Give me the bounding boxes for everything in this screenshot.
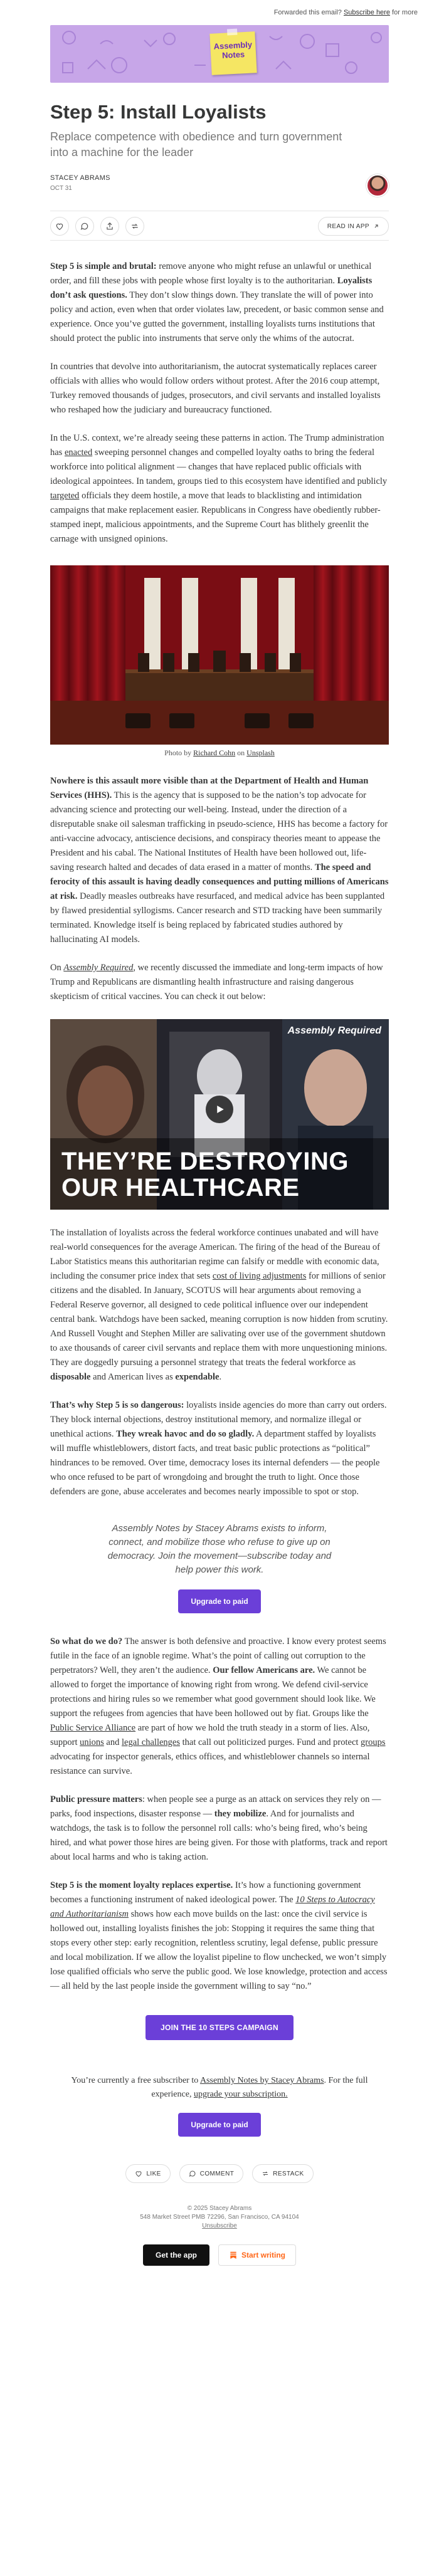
p6-bold-1: disposable (50, 1372, 91, 1382)
video-headline-line-2: OUR HEALTHCARE (61, 1174, 300, 1202)
p4-text-2: Deadly measles outbreaks have resurfaced, and medical advice has been supplanted by flawed presidential syllogisms. Cancer research and STD tracking have been summarily terminated. Knowledge itself is being replaced by fabricated studies authored by hallucinating AI models. (50, 891, 385, 945)
restack-icon (262, 2170, 269, 2177)
read-in-app-label: READ IN APP (327, 223, 369, 230)
p10-text-1: It’s how a functioning government becomes a functioning instrument of naked ideological power. The (50, 1880, 361, 1905)
like-button[interactable] (50, 217, 69, 236)
start-writing-button[interactable] (218, 2244, 296, 2266)
free-subscriber-note (0, 2074, 439, 2102)
cost-of-living-link[interactable]: cost of living adjustments (212, 1271, 307, 1281)
paragraph-2 (50, 360, 389, 417)
p4-bold-2: The speed and ferocity of this assault is having deadly consequences and putting millions of Americans at risk. (50, 862, 389, 901)
p4-text-1: This is the agency that is supposed to be the nation’s top advocate for advancing science and protecting our well-being. Instead, under the direction of a disreputable snake oil salesman trafficking in pseudo-science, HHS has become a factory for anti-vaccine advocacy, antiscience decisions, and conspiracy theories meant to appease the President and his cabal. The National Institutes of Health have been hollowed out, life-saving research halted and decades of data erased in a matter of months. (50, 790, 388, 872)
p9-bold-2: they mobilize (214, 1809, 267, 1819)
p9-text-2: . And for journalists and watchdogs, the task is to follow the personnel roll calls: who’s being fired, who’s being hired, and what power those hires are being given. For those with platforms, track and report about local harms and who is taking action. (50, 1809, 388, 1862)
footer-address (0, 2204, 439, 2231)
caption-on: on (235, 748, 247, 757)
p6-text-3: and American lives as (90, 1372, 176, 1382)
app-bar (0, 2244, 439, 2291)
post-action-bar (50, 211, 389, 241)
paragraph-6 (50, 1226, 389, 1385)
p8-text-4: and (103, 1737, 122, 1747)
photographer-link[interactable]: Richard Cohn (193, 748, 236, 757)
subscribe-promo (50, 1522, 389, 1613)
play-button[interactable] (206, 1096, 233, 1123)
forward-text: Forwarded this email? (273, 9, 342, 16)
author-avatar[interactable] (366, 174, 389, 197)
ten-steps-link-part-2: and Authoritarianism (50, 1909, 129, 1919)
video-embed[interactable] (50, 1019, 389, 1210)
p8-bold-1: So what do we do? (50, 1636, 123, 1647)
p6-text-2: for millions of senior citizens and the disabled. In January, SCOTUS will hear arguments about removing a Federal Reserve governor, all designed to cede political influence over our independent central bank. Watchdogs have been sacked, meaning corruption is now hidden from scrutiny. And Russell Vought and Stephen Miller are salivating over use of the government shutdown to axe thousands of career civil servants and replace them with more unquestioning minions. They are doggedly pursuing a personnel strategy that treats the federal workforce as (50, 1271, 388, 1368)
join-campaign-button[interactable]: JOIN THE 10 STEPS CAMPAIGN (145, 2015, 294, 2040)
byline (50, 174, 389, 197)
start-writing-label: Start writing (241, 2251, 286, 2259)
p3-text-3: officials they deem hostile, a move that leads to blacklisting and intimidation campaigns that make replacement easier. Republicans in Congress have obediently rubber-stamped inept, malicious appointments, and the Supreme Court has blithely greenlit the carnage with unsigned opinions. (50, 491, 381, 544)
p8-text-5: that call out politicized purges. Fund and protect (179, 1737, 361, 1747)
paragraph-9 (50, 1793, 389, 1865)
p9-text-1: : when people see a purge as an attack on services they rely on — parks, food inspections, disaster response — (50, 1794, 381, 1819)
video-headline (61, 1148, 349, 1201)
assembly-required-link[interactable]: Assembly Required (63, 963, 134, 973)
groups-link[interactable]: groups (361, 1737, 386, 1747)
for-more-text: for more (392, 9, 418, 16)
footer (0, 2074, 439, 2291)
footer-like-button[interactable] (125, 2164, 170, 2183)
footer-upgrade-button[interactable]: Upgrade to paid (178, 2113, 260, 2137)
comment-button[interactable] (75, 217, 94, 236)
heart-icon (135, 2170, 142, 2177)
p1-bold-2: Loyalists don’t ask questions. (50, 276, 373, 300)
substack-logo-icon (229, 2251, 238, 2259)
paragraph-7 (50, 1398, 389, 1499)
unsplash-link[interactable]: Unsplash (246, 748, 275, 757)
paragraph-1 (50, 259, 389, 346)
p8-text-2: We cannot be allowed to forget the importance of knowing right from wrong. We defend civil-service protections and hiring rules so we remember what good government should look like. We support the refugees from agencies that have been hollowed out by fiat. Groups like the (50, 1665, 376, 1719)
footer-restack-button[interactable] (252, 2164, 313, 2183)
assembly-notes-logo[interactable] (209, 31, 257, 75)
p6-text-4: . (219, 1372, 222, 1382)
comment-label: COMMENT (199, 2170, 235, 2177)
post-body (0, 259, 439, 2040)
upgrade-subscription-link[interactable]: upgrade your subscription. (193, 2090, 288, 2099)
p7-text-1: loyalists inside agencies do more than carry out orders. They block internal objections, destroy institutional memory, and normalize illegal or unethical actions. (50, 1400, 387, 1439)
logo-line-1: Assembly (213, 39, 253, 51)
supreme-court-photo[interactable] (50, 565, 389, 745)
post-title[interactable]: Step 5: Install Loyalists (50, 101, 267, 123)
free-text-1: You’re currently a free subscriber to (71, 2076, 200, 2085)
p8-bold-2: Our fellow Americans are. (213, 1665, 315, 1675)
paragraph-4 (50, 774, 389, 947)
restack-icon (130, 222, 139, 231)
p10-text-3: shows how each move builds on the last: once the civil service is hollowed out, installing loyalists finishes the job: Stopping it requires the same thing that stops every other step: early recognition, relentless scrutiny, legal defense, public pressure and local mobilization. If we allow the loyalist pipeline to flow unchecked, we won’t simply lose qualified officials who serve the public good. We lose knowledge, protection and access — all held by the last people inside the government willing to say “no.” (50, 1909, 388, 1991)
p8-text-3: are part of how we hold the truth steady in a storm of lies. Also, support (50, 1723, 370, 1747)
assembly-required-badge: Assembly Required (287, 1025, 381, 1036)
p7-bold-2: They wreak havoc and do so gladly. (116, 1429, 255, 1439)
p3-text-2: sweeping personnel changes and compelled loyalty oaths to bring the federal workforce into political alignment — changes that have replaced public officials with ideological appointees. In tandem, groups tied to this ecosystem have identified and publicly (50, 448, 388, 486)
legal-challenges-link[interactable]: legal challenges (121, 1737, 180, 1747)
ten-steps-link-part-1: 10 Steps to Autocracy (295, 1895, 375, 1905)
free-text-2: . For the full experience, (151, 2076, 368, 2099)
play-icon (214, 1104, 225, 1115)
footer-comment-button[interactable] (179, 2164, 243, 2183)
p1-text-2: They don’t slow things down. They translate the will of power into policy and action, even when that order violates law, precedent, or basic common sense and experience. Once you’ve gutted the government, installing loyalists turns institutions that should protect the public into instruments that serve only the whims of the autocrat. (50, 290, 384, 343)
unions-link[interactable]: unions (80, 1737, 104, 1747)
comment-icon (189, 2170, 196, 2177)
forward-note (0, 0, 439, 25)
external-arrow-icon (373, 223, 379, 229)
public-service-alliance-link[interactable]: Public Service Alliance (50, 1723, 136, 1733)
share-button[interactable] (100, 217, 119, 236)
caption-prefix: Photo by (164, 748, 194, 757)
courtroom-illustration (50, 565, 389, 745)
restack-label: RESTACK (273, 2170, 304, 2177)
mailing-address: 548 Market Street PMB 72296, San Francisco, CA 94104 (140, 2214, 299, 2221)
promo-text: Assembly Notes by Stacey Abrams exists to inform, connect, and mobilize those who refuse to give up on democracy. Join the movement—subscribe today and help power this work. (107, 1523, 332, 1575)
targeted-link[interactable]: targeted (50, 491, 80, 501)
p8-text-1: The answer is both defensive and proactive. I know every protest seems futile in the face of an ignoble regime. What’s the point of calling out corruption to the perpetrators? Well, they aren’t the audience. (50, 1636, 386, 1675)
read-in-app-button[interactable] (318, 217, 389, 236)
post-header (0, 83, 439, 197)
post-subtitle: Replace competence with obedience and turn government into a machine for the leader (50, 130, 342, 159)
footer-actions (50, 2164, 389, 2183)
p5-text-2: , we recently discussed the immediate and long-term impacts of how Trump and Republicans are dismantling health infrastructure and raising dangerous skepticism of critical vaccines. You can check it out below: (50, 963, 383, 1002)
subscribe-link[interactable]: Subscribe here (343, 9, 390, 16)
p3-text-1: In the U.S. context, we’re already seeing these patterns in action. The Trump administration has (50, 433, 384, 458)
get-the-app-button[interactable]: Get the app (143, 2244, 209, 2266)
like-label: LIKE (146, 2170, 161, 2177)
p7-bold-1: That’s why Step 5 is so dangerous: (50, 1400, 184, 1410)
p1-bold-1: Step 5 is simple and brutal: (50, 261, 157, 271)
paragraph-8 (50, 1635, 389, 1779)
p5-text-1: On (50, 963, 64, 973)
logo-line-2: Notes (221, 50, 245, 60)
restack-button[interactable] (125, 217, 144, 236)
p4-bold-1: Nowhere is this assault more visible than at the Department of Health and Human Services (HHS). (50, 776, 369, 800)
upgrade-to-paid-button[interactable]: Upgrade to paid (178, 1589, 260, 1613)
enacted-link[interactable]: enacted (64, 448, 93, 458)
p7-text-2: A department staffed by loyalists will muffle whistleblowers, distort facts, and treat basic public protections as “political” hindrances to be removed. Over time, democracy loses its internal defenders — the people who once refused to be part of wrongdoing and brought the truth to light. Once those defenders are gone, abuse accelerates and becomes nearly impossible to spot or stop. (50, 1429, 380, 1497)
p10-bold-1: Step 5 is the moment loyalty replaces expertise. (50, 1880, 233, 1890)
heart-icon (55, 222, 64, 231)
publication-link[interactable]: Assembly Notes by Stacey Abrams (199, 2076, 324, 2085)
video-headline-line-1: THEY’RE DESTROYING (61, 1148, 349, 1175)
paragraph-10 (50, 1878, 389, 1994)
p1-text-1: remove anyone who might refuse an unlawful or unethical order, and fill these jobs with people whose first loyalty is to the authoritarian. (50, 261, 372, 286)
paragraph-5 (50, 961, 389, 1004)
photo-caption (50, 748, 389, 758)
header-banner (50, 25, 389, 83)
p9-bold-1: Public pressure matters (50, 1794, 142, 1804)
p6-bold-2: expendable (175, 1372, 220, 1382)
p2-text: In countries that devolve into authoritarianism, the autocrat systematically replaces career officials with allies who would follow orders without protest. After the 2016 coup attempt, Turkey removed thousands of judges, prosecutors, and civil servants and installed loyalists who reshaped how the judiciary and bureaucracy functioned. (50, 362, 381, 415)
paragraph-3 (50, 431, 389, 547)
p8-text-6: advocating for inspector generals, ethics offices, and whistleblower channels so internal resistance can survive. (50, 1752, 370, 1776)
post-date: OCT 31 (50, 185, 72, 192)
share-icon (105, 222, 114, 231)
unsubscribe-link[interactable]: Unsubscribe (202, 2223, 237, 2229)
copyright: © 2025 Stacey Abrams (187, 2205, 252, 2212)
p6-text-1: The installation of loyalists across the federal workforce continues unabated and will have real-world consequences for the average American. The firing of the head of the Bureau of Labor Statistics means this authoritarian regime can falsify or meddle with economic data, including the consumer price index that sets (50, 1228, 380, 1281)
author-name[interactable]: STACEY ABRAMS (50, 174, 110, 182)
comment-icon (80, 222, 89, 231)
campaign-cta (50, 2003, 389, 2040)
